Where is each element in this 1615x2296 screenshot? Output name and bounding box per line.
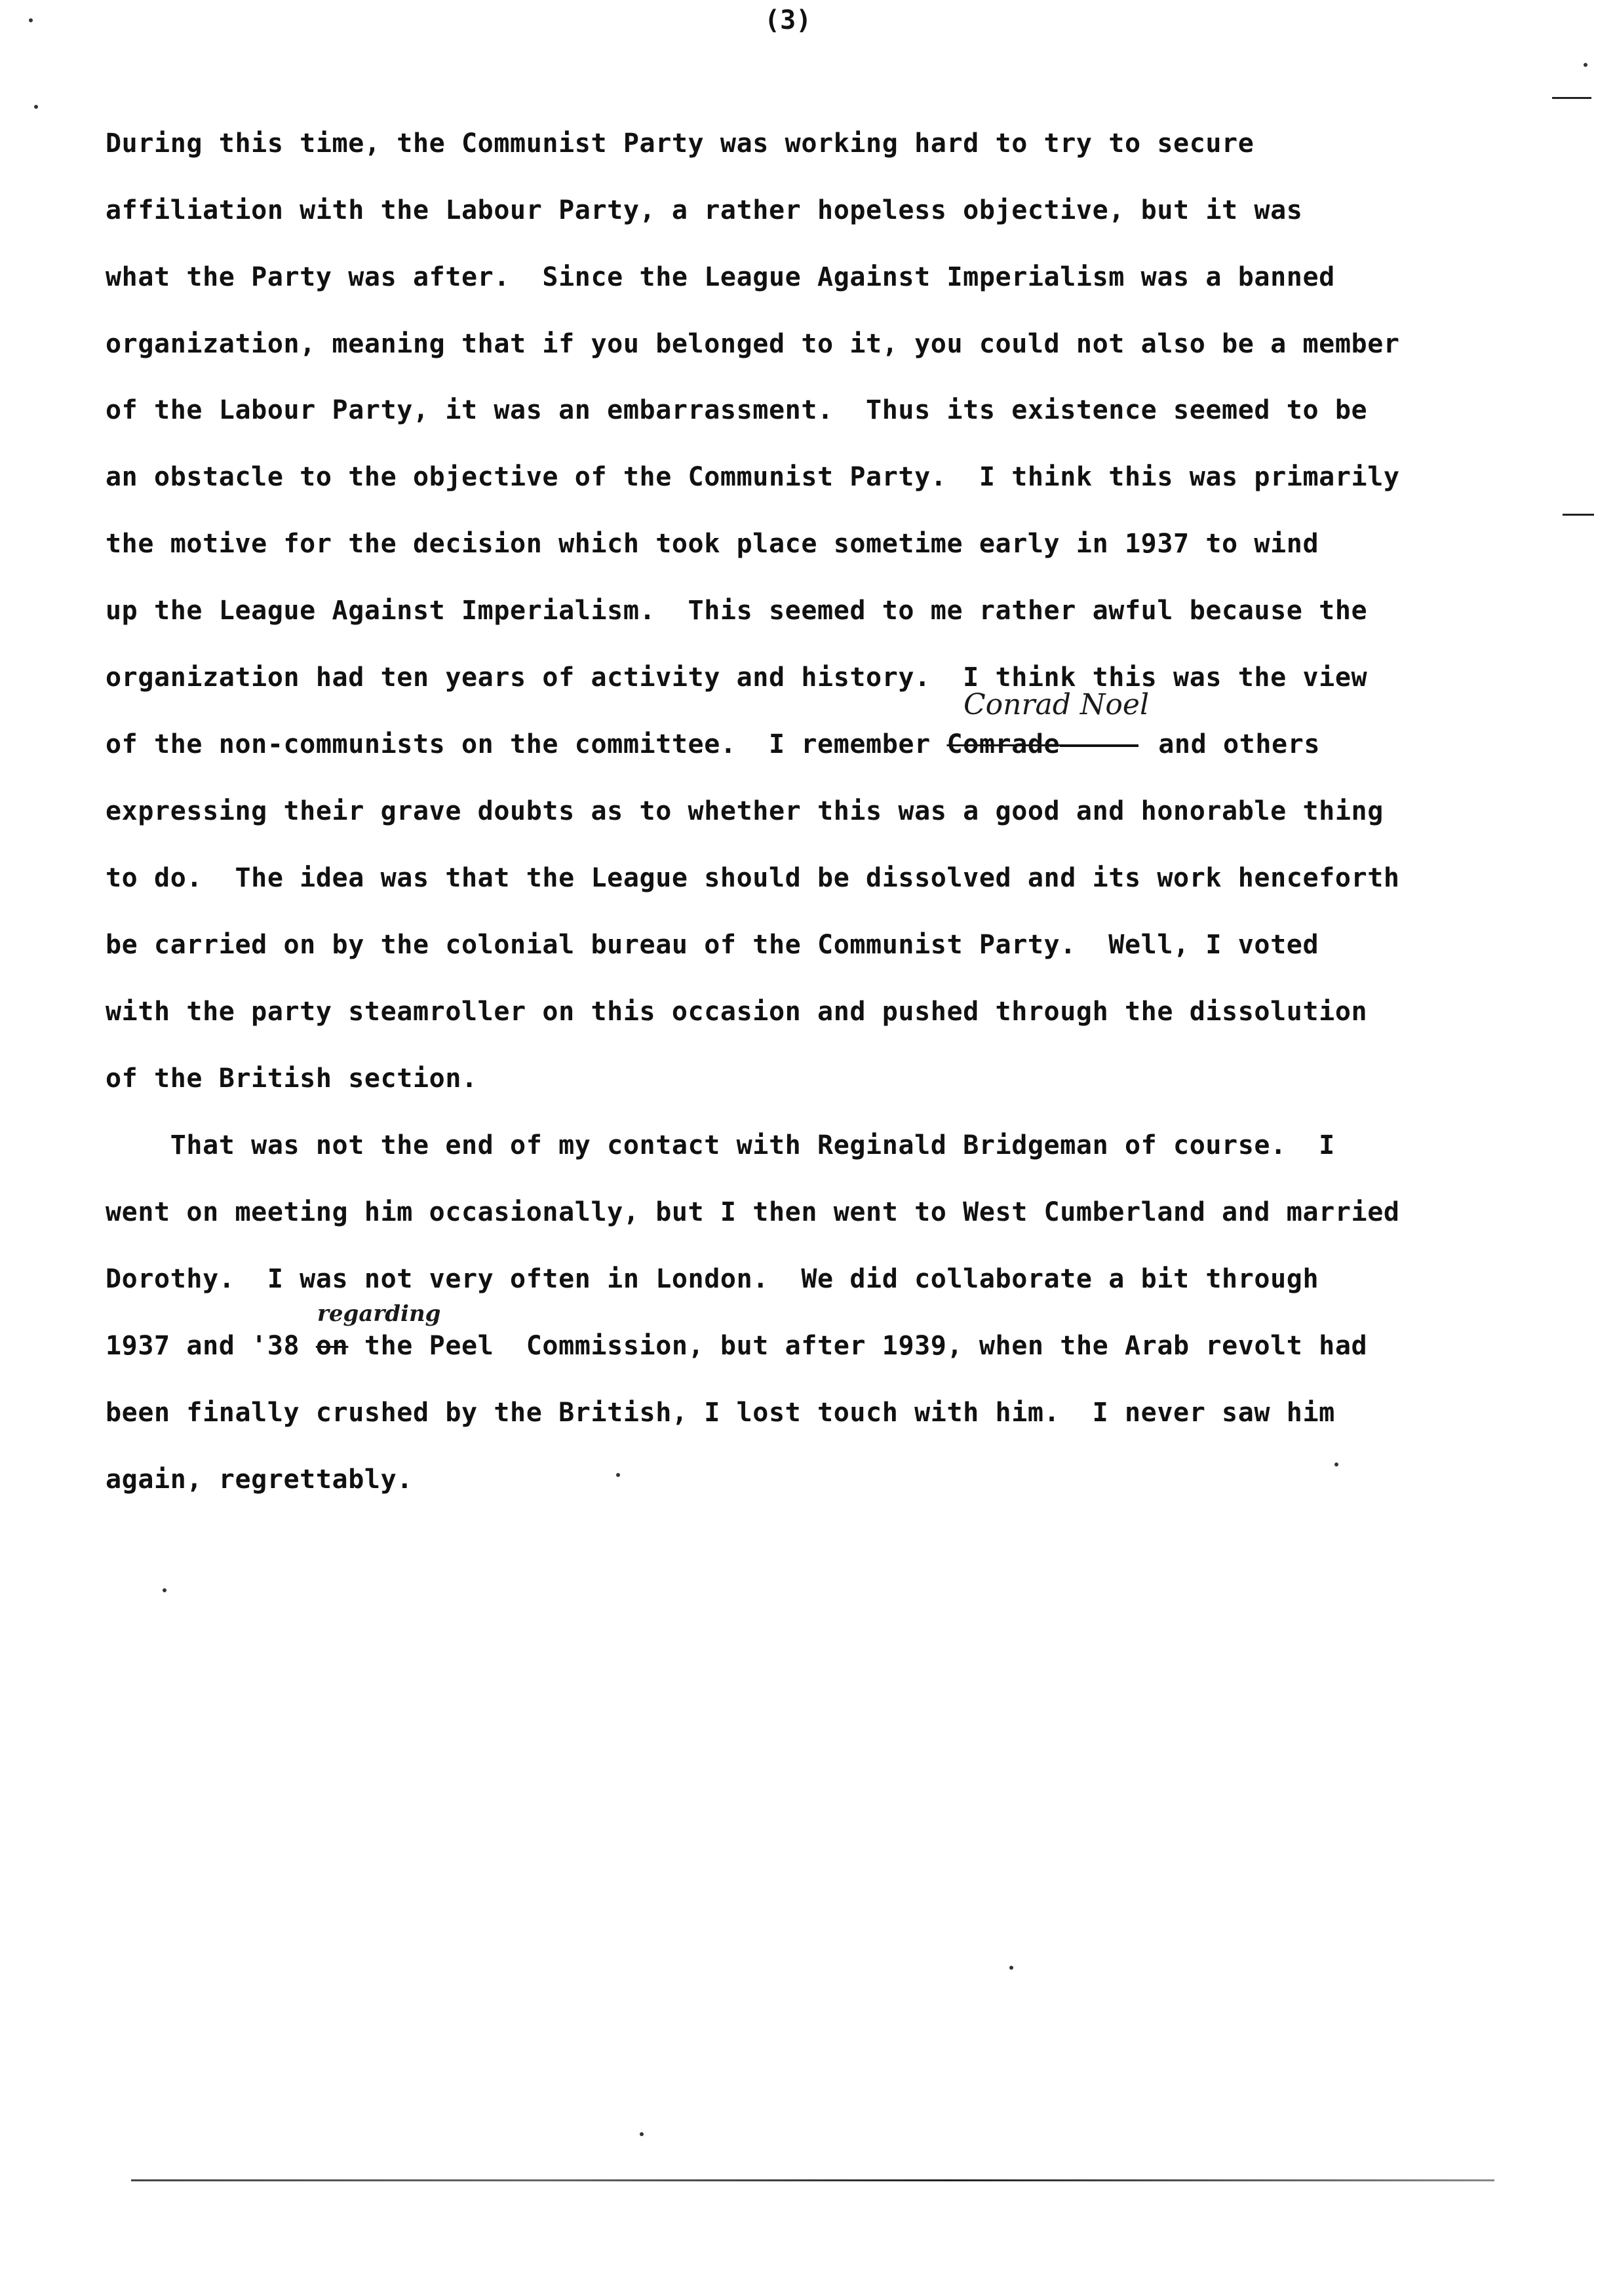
text-line: the motive for the decision which took place sometime early in 1937 to wind [106, 529, 1319, 559]
text-line: again, regrettably. [106, 1464, 413, 1495]
margin-mark [1563, 514, 1594, 516]
margin-mark [1552, 97, 1591, 99]
blank-rule [1060, 744, 1138, 747]
text-line-with-correction [106, 1331, 1367, 1361]
text-line: be carried on by the colonial bureau of the Communist Party. Well, I voted [106, 930, 1319, 960]
scan-speck [29, 18, 33, 22]
handwritten-insert: regarding [317, 1301, 441, 1327]
scan-speck [1334, 1463, 1338, 1466]
text-line: expressing their grave doubts as to whether this was a good and honorable thing [106, 796, 1384, 826]
page-number: (3) [764, 5, 812, 35]
scan-speck [1584, 63, 1587, 67]
text-line: up the League Against Imperialism. This seemed to me rather awful because the [106, 596, 1368, 626]
text-segment: 1937 and '38 [106, 1331, 316, 1361]
text-line: been finally crushed by the British, I lost touch with him. I never saw him [106, 1398, 1335, 1428]
struck-word: Comrade [946, 729, 1060, 759]
text-line: of the British section. [106, 1063, 478, 1094]
scan-speck [163, 1588, 166, 1592]
text-line: went on meeting him occasionally, but I then went to West Cumberland and married [106, 1197, 1400, 1227]
text-line: That was not the end of my contact with Reginald Bridgeman of course. I [106, 1130, 1335, 1160]
text-line: with the party steamroller on this occasion and pushed through the dissolution [106, 997, 1368, 1027]
struck-word: on [315, 1331, 349, 1361]
scan-speck [34, 105, 38, 109]
text-line-with-correction [106, 729, 1320, 759]
text-line: an obstacle to the objective of the Communist Party. I think this was primarily [106, 462, 1400, 492]
text-line: organization, meaning that if you belonged to it, you could not also be a member [106, 329, 1400, 359]
text-line: to do. The idea was that the League should be dissolved and its work henceforth [106, 863, 1400, 893]
text-line: During this time, the Communist Party was working hard to try to secure [106, 128, 1255, 159]
text-line: affiliation with the Labour Party, a rather hopeless objective, but it was [106, 195, 1303, 225]
text-segment: the Peel Commission, but after 1939, when the Arab revolt had [348, 1331, 1368, 1361]
scan-speck [640, 2132, 644, 2136]
handwritten-name: Conrad Noel [963, 688, 1150, 721]
bottom-rule [131, 2179, 1494, 2181]
text-line: of the Labour Party, it was an embarrassment. Thus its existence seemed to be [106, 395, 1368, 425]
text-line: Dorothy. I was not very often in London. We did collaborate a bit through [106, 1264, 1319, 1294]
scan-speck [1009, 1966, 1013, 1970]
text-line: what the Party was after. Since the League Against Imperialism was a banned [106, 262, 1335, 292]
text-segment: and others [1158, 729, 1321, 759]
text-line: organization had ten years of activity and history. I think this was the view [106, 662, 1368, 693]
text-segment: of the non-communists on the committee. I remember [106, 729, 947, 759]
scan-speck [616, 1473, 620, 1477]
